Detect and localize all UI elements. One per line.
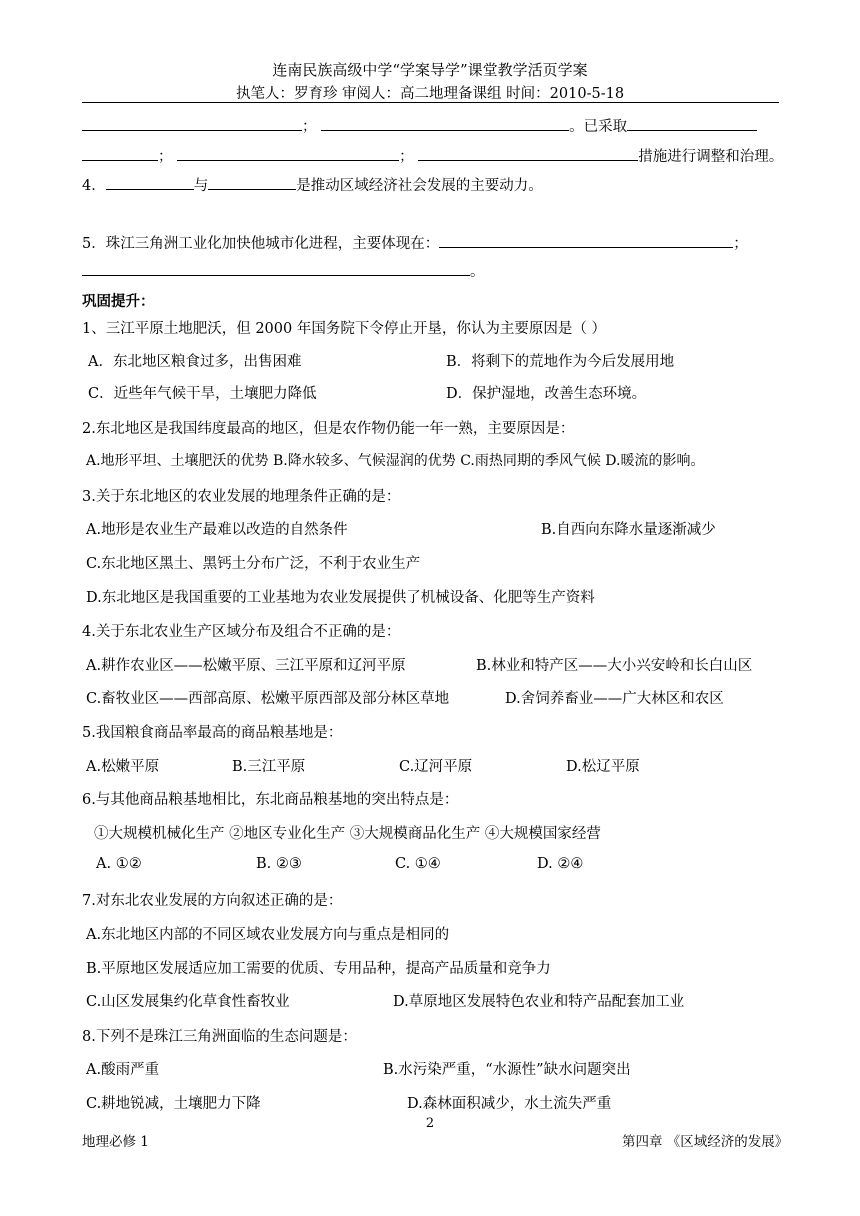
answer-blank[interactable] [82, 146, 158, 161]
option-c[interactable]: C.山区发展集约化草食性畜牧业 [86, 994, 290, 1010]
answer-blank[interactable] [82, 261, 470, 276]
option-b[interactable]: B.水污染严重，“水源性”缺水问题突出 [383, 1062, 631, 1078]
option-b[interactable]: B. ②③ [256, 856, 302, 872]
option-a[interactable]: A.耕作农业区——松嫩平原、三江平原和辽河平原 [86, 658, 406, 674]
fill-line-2: ； ； 措施进行调整和治理。 [82, 145, 783, 166]
option-c[interactable]: C. ①④ [395, 856, 441, 872]
answer-blank[interactable] [208, 175, 296, 190]
question-stem: 4.关于东北农业生产区域分布及组合不正确的是： [82, 624, 401, 640]
fill-question-5-line2: 。 [82, 260, 485, 281]
question-stem: 2.东北地区是我国纬度最高的地区，但是农作物仍能一年一熟，主要原因是： [82, 421, 575, 437]
fill-question-5: 5．珠江三角洲工业化加快他城市化进程，主要体现在： ； [82, 232, 748, 253]
question-stem: 1、三江平原土地肥沃，但 2000 年国务院下令停止开垦，你认为主要原因是（ ） [82, 321, 606, 337]
question-stem: 5.我国粮食商品率最高的商品粮基地是： [82, 725, 343, 741]
question-stem: 8.下列不是珠江三角洲面临的生态问题是： [82, 1029, 357, 1045]
option-d[interactable]: D.松辽平原 [566, 759, 640, 775]
option-line[interactable]: A.地形平坦、土壤肥沃的优势 B.降水较多、气候湿润的优势 C.雨热同期的季风气候 D.暖流的影响。 [86, 453, 705, 469]
question-stem: 3.关于东北地区的农业发展的地理条件正确的是： [82, 489, 401, 505]
option-b[interactable]: B.自西向东降水量逐渐减少 [541, 522, 716, 538]
option-a[interactable]: A.松嫩平原 [86, 759, 160, 775]
option-a[interactable]: A．东北地区粮食过多，出售困难 [88, 354, 302, 370]
option-b[interactable]: B.三江平原 [232, 759, 306, 775]
option-a[interactable]: A.酸雨严重 [86, 1062, 160, 1078]
footer-left: 地理必修 1 [82, 1134, 149, 1150]
answer-blank[interactable] [627, 116, 757, 131]
fill-question-4: 4． 与 是推动区域经济社会发展的主要动力。 [82, 174, 543, 195]
option-b[interactable]: B.平原地区发展适应加工需要的优质、专用品种，提高产品质量和竞争力 [86, 961, 551, 977]
option-d[interactable]: D.森林面积减少，水土流失严重 [407, 1096, 612, 1112]
answer-blank[interactable] [82, 116, 302, 131]
document-title: 连南民族高级中学“学案导学”课堂教学活页学案 [272, 61, 588, 79]
page-number: 2 [425, 1116, 435, 1131]
option-a[interactable]: A. ①② [96, 856, 142, 872]
option-c[interactable]: C.辽河平原 [399, 759, 473, 775]
option-c[interactable]: C.耕地锐减，土壤肥力下降 [86, 1096, 261, 1112]
question-statements: ①大规模机械化生产 ②地区专业化生产 ③大规模商品化生产 ④大规模国家经营 [94, 826, 601, 842]
answer-blank[interactable] [321, 116, 569, 131]
section-title: 巩固提升： [82, 293, 155, 310]
option-c[interactable]: C.畜牧业区——西部高原、松嫩平原西部及部分林区草地 [86, 691, 450, 707]
option-a[interactable]: A.地形是农业生产最难以改造的自然条件 [86, 522, 348, 538]
option-d[interactable]: D.草原地区发展特色农业和特产品配套加工业 [393, 994, 685, 1010]
option-d[interactable]: D．保护湿地，改善生态环境。 [446, 386, 647, 402]
answer-blank[interactable] [439, 233, 733, 248]
header-rule [82, 102, 779, 103]
option-b[interactable]: B.林业和特产区——大小兴安岭和长白山区 [476, 658, 753, 674]
option-b[interactable]: B．将剩下的荒地作为今后发展用地 [446, 354, 675, 370]
footer-right: 第四章 《区域经济的发展》 [622, 1134, 789, 1150]
option-a[interactable]: A.东北地区内部的不同区域农业发展方向与重点是相同的 [86, 927, 450, 943]
option-c[interactable]: C．近些年气候干旱，土壤肥力降低 [88, 386, 317, 402]
answer-blank[interactable] [106, 175, 194, 190]
option-c[interactable]: C.东北地区黑土、黑钙土分布广泛，不利于农业生产 [86, 556, 421, 572]
fill-line-1: ； 。已采取 [82, 115, 757, 136]
option-d[interactable]: D.舍饲养畜业——广大林区和农区 [505, 691, 724, 707]
option-d[interactable]: D. ②④ [537, 856, 584, 872]
document-meta: 执笔人：罗育珍 审阅人：高二地理备课组 时间：2010-5-18 [235, 86, 625, 102]
option-d[interactable]: D.东北地区是我国重要的工业基地为农业发展提供了机械设备、化肥等生产资料 [86, 590, 595, 606]
answer-blank[interactable] [418, 146, 638, 161]
question-stem: 7.对东北农业发展的方向叙述正确的是： [82, 893, 343, 909]
question-stem: 6.与其他商品粮基地相比，东北商品粮基地的突出特点是： [82, 792, 459, 808]
answer-blank[interactable] [177, 146, 399, 161]
